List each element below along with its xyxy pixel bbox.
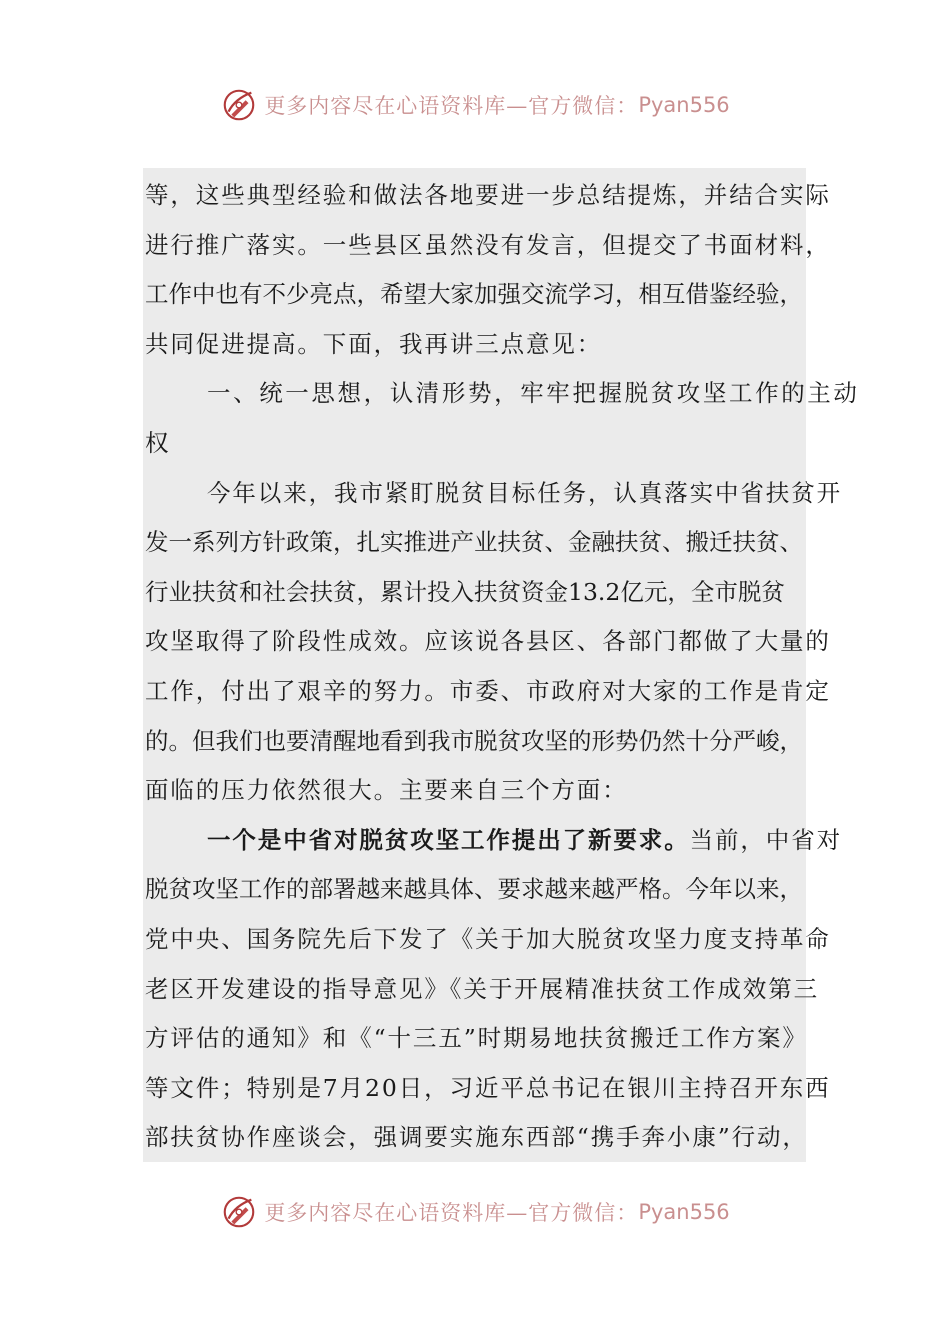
pen-logo-icon xyxy=(220,86,258,124)
paragraph-line: 工作，付出了艰辛的努力。市委、市政府对大家的工作是肯定 xyxy=(145,676,831,705)
paragraph-line: 工作中也有不少亮点，希望大家加强交流学习，相互借鉴经验， xyxy=(145,280,803,309)
paragraph-line: 部扶贫协作座谈会，强调要实施东西部“携手奔小康”行动， xyxy=(145,1123,808,1152)
paragraph-line: 发一系列方针政策，扎实推进产业扶贫、金融扶贫、搬迁扶贫、 xyxy=(145,528,803,557)
footer-watermark xyxy=(0,1187,950,1237)
pen-logo-icon xyxy=(220,1193,258,1231)
section-heading: 一、统一思想，认清形势，牢牢把握脱贫攻坚工作的主动 xyxy=(207,379,860,408)
watermark-text: 更多内容尽在心语资料库—官方微信： xyxy=(264,1201,639,1225)
paragraph-line: 等文件；特别是7月20日，习近平总书记在银川主持召开东西 xyxy=(145,1073,831,1102)
paragraph-line: 共同促进提高。下面，我再讲三点意见： xyxy=(145,329,603,358)
paragraph-line: 攻坚取得了阶段性成效。应该说各县区、各部门都做了大量的 xyxy=(145,627,831,656)
watermark-code: Pyan556 xyxy=(638,93,730,117)
paragraph-line: 脱贫攻坚工作的部署越来越具体、要求越来越严格。今年以来， xyxy=(145,875,803,904)
paragraph-line xyxy=(145,816,843,866)
paragraph-line: 方评估的通知》和《“十三五”时期易地扶贫搬迁工作方案》 xyxy=(145,1024,808,1053)
paragraph-line: 行业扶贫和社会扶贫，累计投入扶贫资金13.2亿元，全市脱贫 xyxy=(145,577,785,606)
paragraph-line: 面临的压力依然很大。主要来自三个方面： xyxy=(145,776,628,805)
paragraph-line: 老区开发建设的指导意见》《关于开展精准扶贫工作成效第三 xyxy=(145,974,820,1003)
paragraph-line: 等，这些典型经验和做法各地要进一步总结提炼，并结合实际 xyxy=(145,181,831,209)
paragraph-line: 今年以来，我市紧盯脱贫目标任务，认真落实中省扶贫开 xyxy=(207,478,842,507)
emphasis-text: 一个是中省对脱贫攻坚工作提出了新要求。 xyxy=(207,825,690,854)
watermark-text: 更多内容尽在心语资料库—官方微信： xyxy=(264,94,639,118)
section-heading-continuation: 权 xyxy=(145,428,169,457)
document-body xyxy=(145,171,860,1163)
paragraph-text: 当前，中省对 xyxy=(689,825,843,854)
paragraph-line: 党中央、国务院先后下发了《关于加大脱贫攻坚力度支持革命 xyxy=(145,924,831,953)
header-watermark xyxy=(0,80,950,130)
paragraph-line: 的。但我们也要清醒地看到我市脱贫攻坚的形势仍然十分严峻， xyxy=(145,726,803,755)
watermark-code: Pyan556 xyxy=(638,1200,730,1224)
paragraph-line: 进行推广落实。一些县区虽然没有发言，但提交了书面材料， xyxy=(145,230,831,259)
